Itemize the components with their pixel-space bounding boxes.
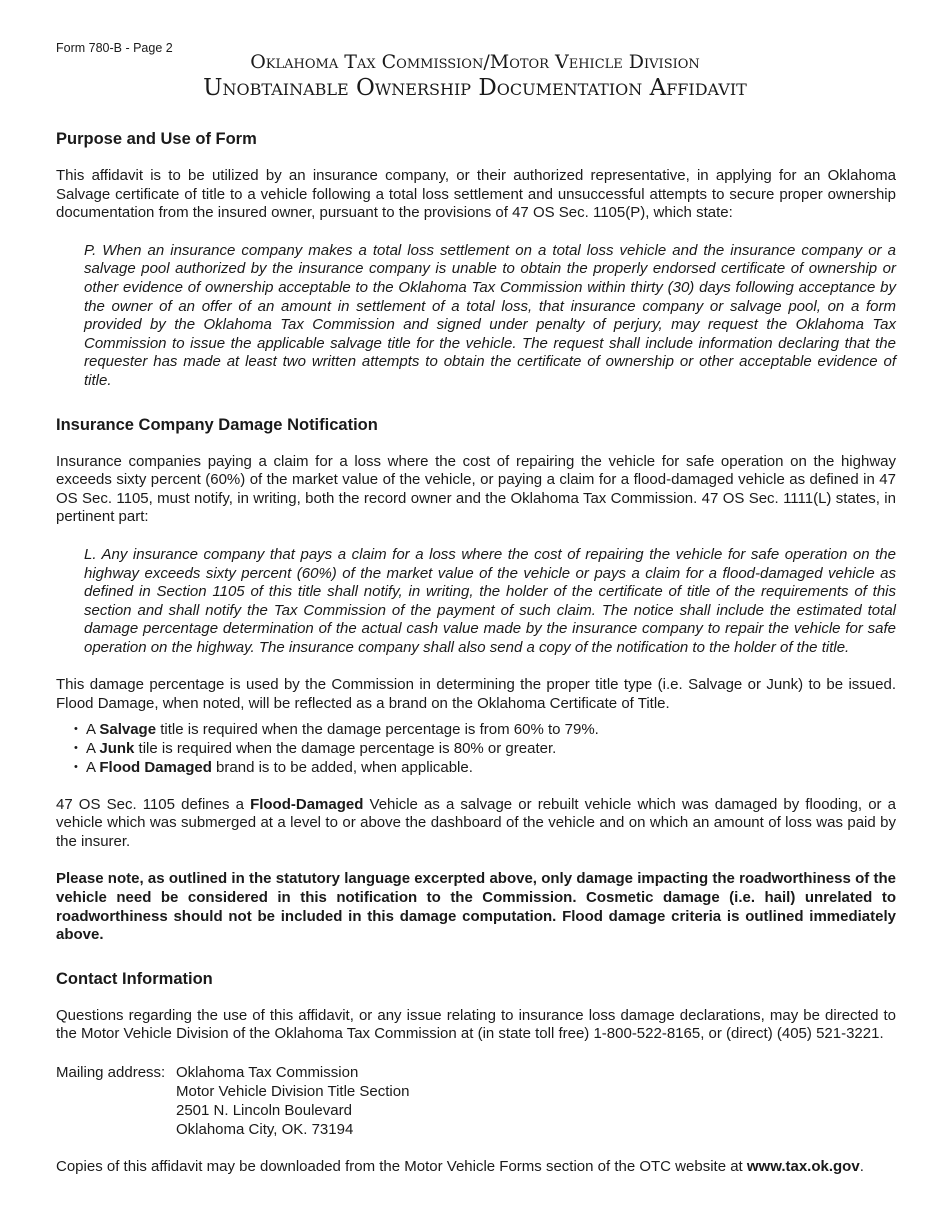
contact-heading: Contact Information bbox=[56, 969, 213, 988]
title-type-list bbox=[56, 720, 896, 777]
copies-paragraph: Copies of this affidavit may be downloaded from the Motor Vehicle Forms section of the OTC website at www.tax.ok.gov. bbox=[56, 1158, 864, 1175]
mailing-address-label: Mailing address: bbox=[56, 1064, 166, 1081]
damage-heading: Insurance Company Damage Notification bbox=[56, 415, 378, 434]
damage-usage-paragraph: This damage percentage is used by the Commission in determining the proper title type (i.e. Salvage or Junk) to be issued. Flood Damage, when noted, will be reflected as a brand on the Oklahoma Certificate of Title. bbox=[56, 676, 896, 713]
statute-quote-1111l: L. Any insurance company that pays a claim for a loss where the cost of repairing the vehicle for safe operation on the highway exceeds sixty percent (60%) of the market value of the vehicle or pays a claim for a flood-damaged vehicle as defined in Section 1105 of this title shall notify, in writing, the holder of the certificate of title of the requirements of this section and shall notify the Tax Commission of the payment of such claim. The notice shall include the estimated total damage percentage determination of the actual cash value made by the insurance company to repair the vehicle for safe operation on the highway. The insurance company shall also send a copy of the notification to the holder of the title. bbox=[84, 545, 896, 656]
purpose-paragraph: This affidavit is to be utilized by an insurance company, or their authorized representative, in applying for an Oklahoma Salvage certificate of title to a vehicle following a total loss settlement and unsuccessful attempts to secure proper ownership documentation from the insured owner, pursuant to the provisions of 47 OS Sec. 1105(P), which state: bbox=[56, 167, 896, 222]
list-item: • A Junk tile is required when the damage percentage is 80% or greater. bbox=[86, 739, 896, 758]
address-line: Motor Vehicle Division Title Section bbox=[176, 1083, 410, 1100]
contact-paragraph: Questions regarding the use of this affidavit, or any issue relating to insurance loss damage declarations, may be directed to the Motor Vehicle Division of the Oklahoma Tax Commission at (in state toll free) 1-800-522-8165, or (direct) (405) 521-3221. bbox=[56, 1006, 896, 1043]
list-item: • A Salvage title is required when the damage percentage is from 60% to 79%. bbox=[86, 720, 896, 739]
address-line: Oklahoma Tax Commission bbox=[176, 1064, 359, 1081]
document-title: Unobtainable Ownership Documentation Affidavit bbox=[203, 75, 747, 101]
purpose-heading: Purpose and Use of Form bbox=[56, 130, 257, 148]
address-line: Oklahoma City, OK. 73194 bbox=[176, 1121, 354, 1138]
agency-title: Oklahoma Tax Commission/Motor Vehicle Division bbox=[250, 51, 700, 73]
damage-paragraph: Insurance companies paying a claim for a loss where the cost of repairing the vehicle for safe operation on the highway exceeds sixty percent (60%) of the market value of the vehicle, or paying a claim for a flood-damaged vehicle as defined in 47 OS Sec. 1105, must notify, in writing, both the record owner and the Oklahoma Tax Commission. 47 OS Sec. 1111(L) states, in pertinent part: bbox=[56, 452, 896, 526]
address-line: 2501 N. Lincoln Boulevard bbox=[176, 1102, 352, 1119]
form-id: Form 780-B - Page 2 bbox=[56, 41, 173, 55]
mailing-address bbox=[56, 1063, 896, 1139]
otc-website-link[interactable]: www.tax.ok.gov bbox=[746, 1158, 860, 1175]
document-body bbox=[56, 128, 896, 1177]
roadworthiness-note: Please note, as outlined in the statutory language excerpted above, only damage impacting the roadworthiness of the vehicle need be considered in this notification to the Commission. Cosmetic damage (i.e. hail) unrelated to roadworthiness should not be included in this damage computation. Flood damage criteria is outlined immediately above. bbox=[56, 870, 896, 944]
list-item: • A Flood Damaged brand is to be added, when applicable. bbox=[86, 758, 896, 777]
page-header bbox=[0, 50, 950, 102]
statute-quote-1105p: P. When an insurance company makes a total loss settlement on a total loss vehicle and the insurance company or a salvage pool authorized by the insurance company is unable to obtain the properly endorsed certificate of ownership or other evidence of ownership acceptable to the Oklahoma Tax Commission within thirty (30) days following acceptance by the owner of an offer of an amount in settlement of a total loss, that insurance company or salvage pool, on a form provided by the Oklahoma Tax Commission and signed under penalty of perjury, may request the Oklahoma Tax Commission to issue the applicable salvage title for the vehicle. The request shall include information declaring that the requester has made at least two written attempts to obtain the certificate of ownership or other acceptable evidence of title. bbox=[84, 241, 896, 389]
flood-definition-paragraph: 47 OS Sec. 1105 defines a Flood-Damaged Vehicle as a salvage or rebuilt vehicle which was damaged by flooding, or a vehicle which was submerged at a level to or above the dashboard of the vehicle and on which an amount of loss was paid by the insurer. bbox=[56, 795, 897, 850]
